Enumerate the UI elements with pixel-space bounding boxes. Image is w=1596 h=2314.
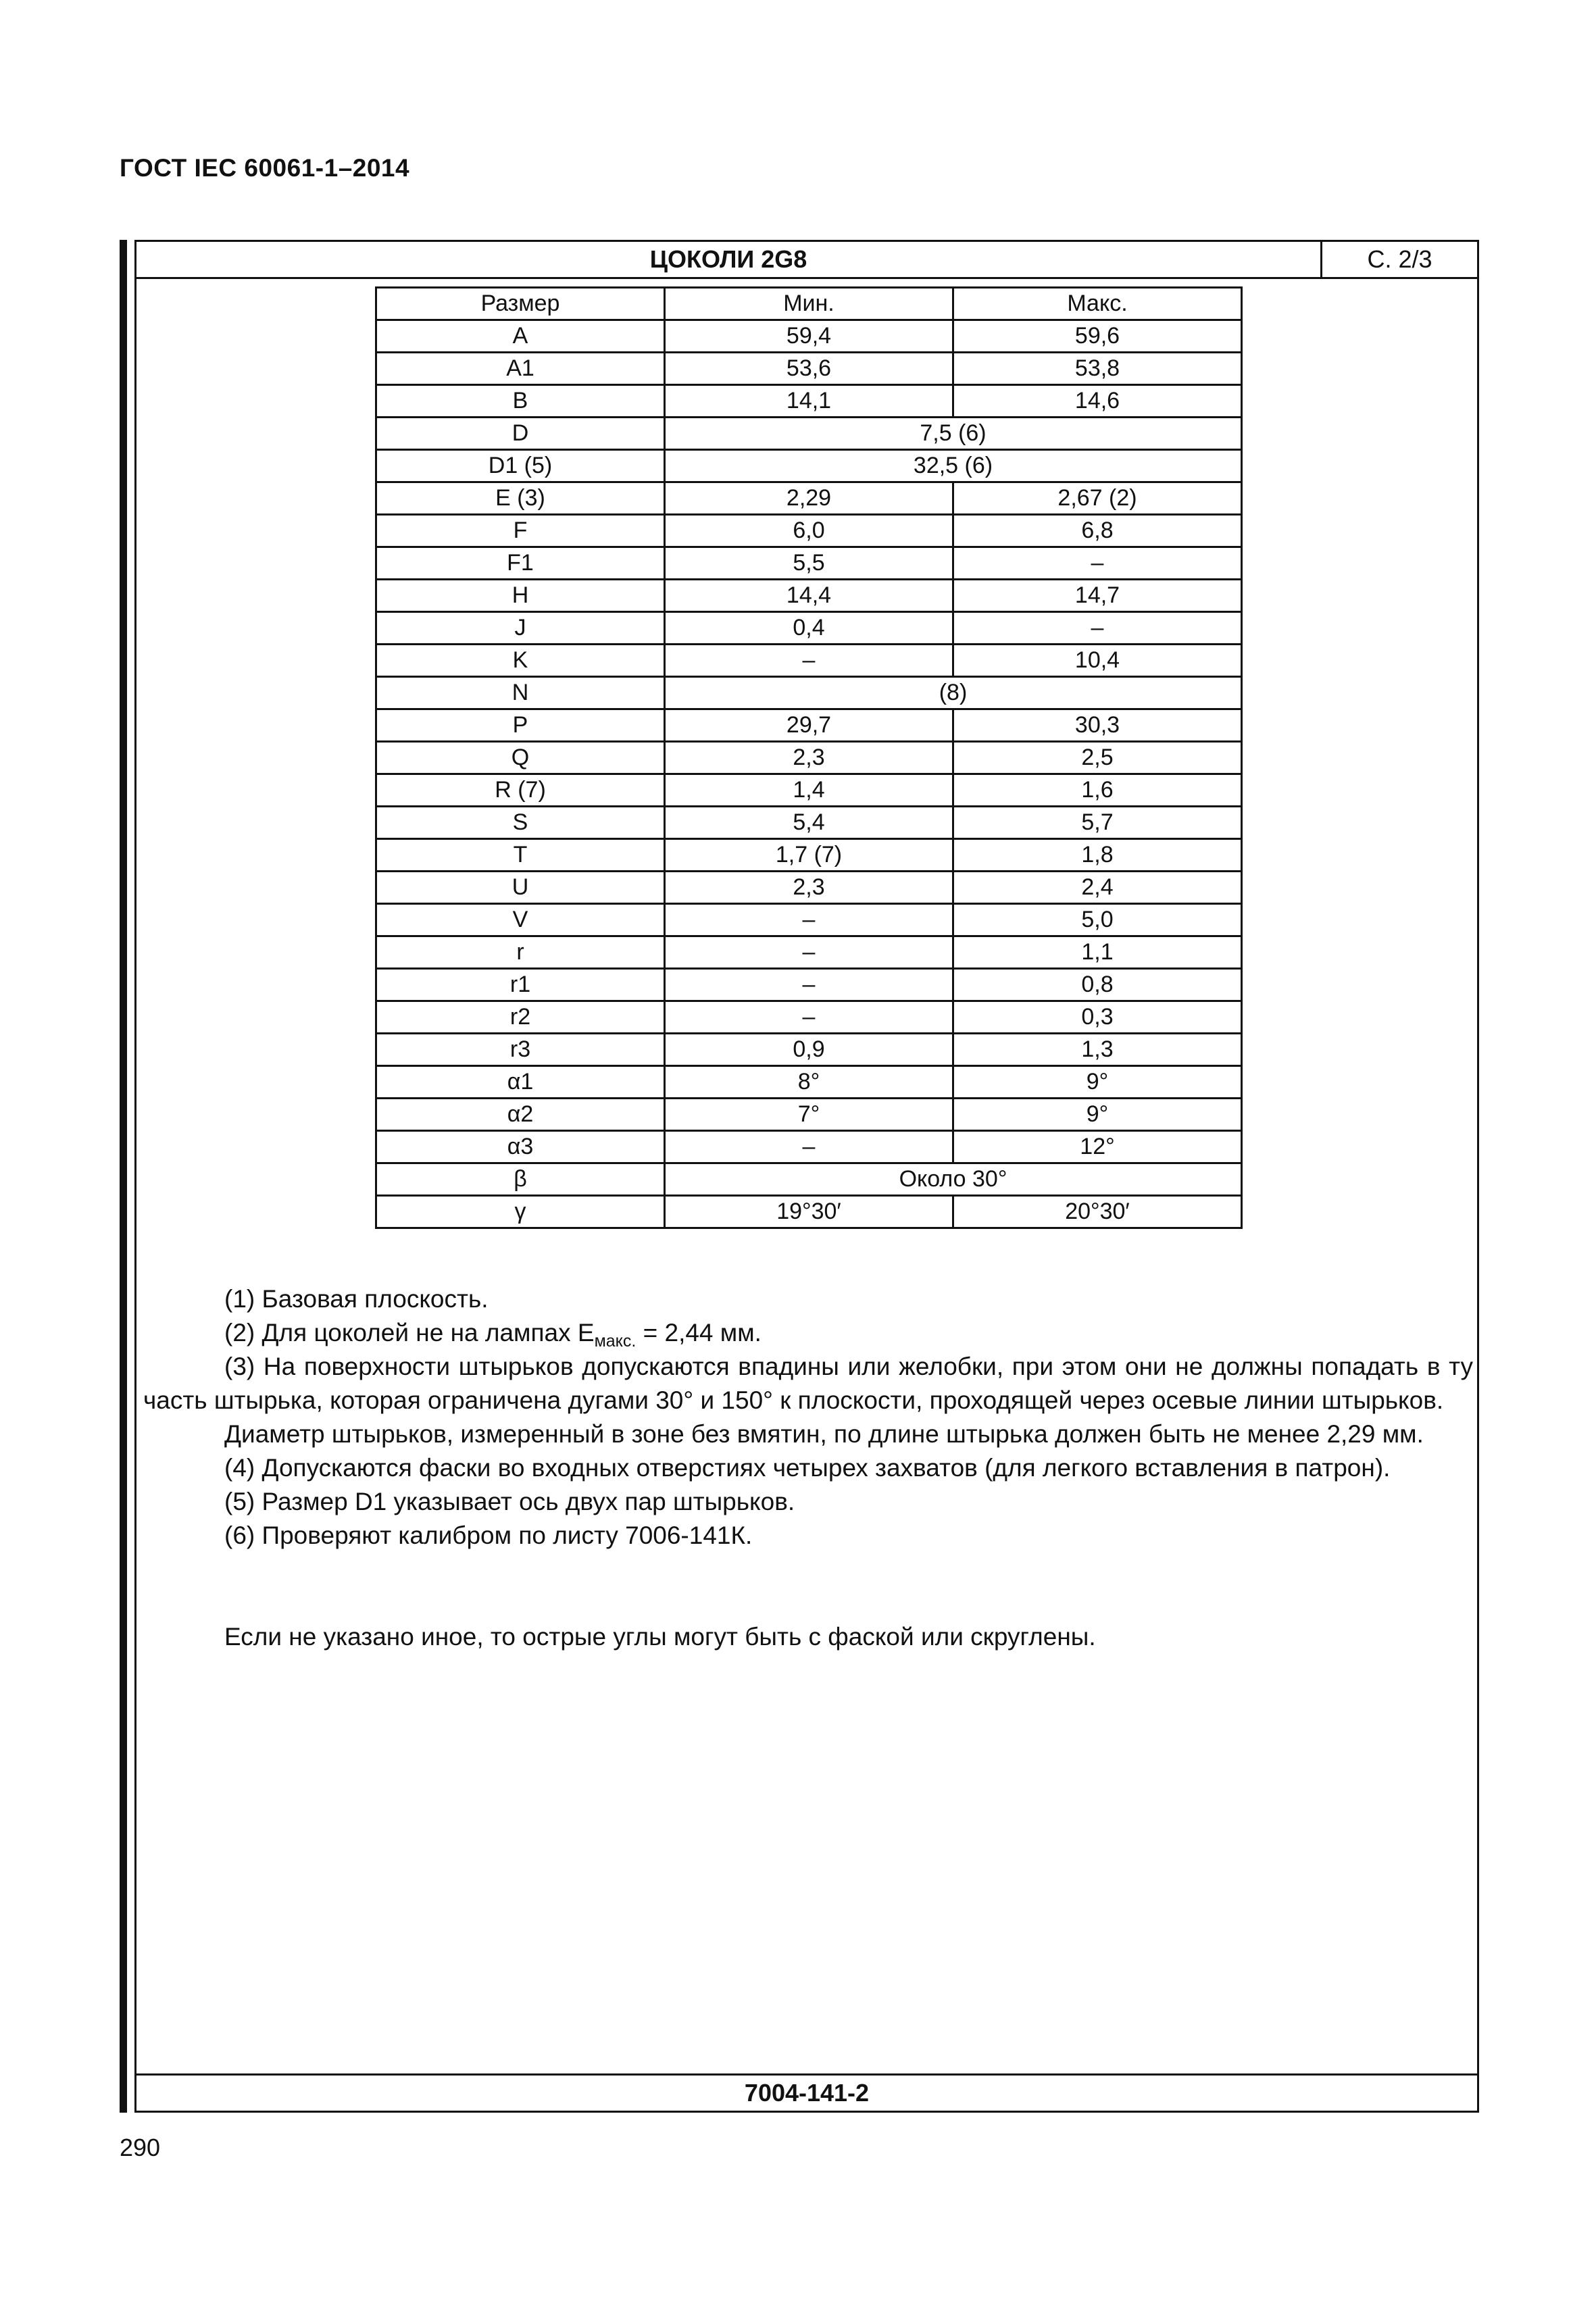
cell-min: 53,6 [665,353,953,385]
cell-max: 20°30′ [953,1196,1242,1228]
cell-size: Q [376,742,665,774]
note-5: (5) Размер D1 указывает ось двух пар штырьков. [224,1488,795,1515]
note-3-continued: Диаметр штырьков, измеренный в зоне без вмятин, по длине штырька должен быть не менее 2,29 мм. [224,1420,1424,1448]
sheet-title-row [136,242,1477,279]
table-row [376,547,1242,580]
table-row [376,645,1242,677]
cell-min: 8° [665,1066,953,1099]
cell-max: – [953,612,1242,645]
cell-size: r1 [376,969,665,1001]
cell-min: 6,0 [665,515,953,547]
cell-max: 2,5 [953,742,1242,774]
table-row [376,774,1242,807]
cell-size: r [376,936,665,969]
cell-min: – [665,969,953,1001]
table-row [376,936,1242,969]
cell-max: 1,1 [953,936,1242,969]
standard-designation: ГОСТ IEC 60061-1–2014 [120,154,410,182]
cell-max: 2,67 (2) [953,482,1242,515]
cell-size: P [376,709,665,742]
cell-size: S [376,807,665,839]
table-row [376,353,1242,385]
cell-size: V [376,904,665,936]
cell-min: 29,7 [665,709,953,742]
cell-max: 5,0 [953,904,1242,936]
cell-min: 2,3 [665,872,953,904]
table-row [376,482,1242,515]
cell-min: 19°30′ [665,1196,953,1228]
cell-min: 59,4 [665,320,953,353]
cell-max: 12° [953,1131,1242,1163]
cell-max: 0,3 [953,1001,1242,1034]
note-2-text: (2) Для цоколей не на лампах E [224,1319,595,1347]
cell-min: – [665,936,953,969]
cell-min: – [665,645,953,677]
note-3: (3) На поверхности штырьков допускаются впадины или желобки, при этом они не должны попадать в ту часть штырька, которая ограничена дугами 30° и 150° к плоскости, проходящей через осевые линии штырьков. [143,1353,1473,1414]
cell-size: T [376,839,665,872]
header-max: Макс. [953,288,1242,320]
cell-max: 1,3 [953,1034,1242,1066]
cell-size: B [376,385,665,418]
note-2-value: = 2,44 мм. [636,1319,762,1347]
table-row [376,677,1242,709]
table-row [376,450,1242,482]
note-1: (1) Базовая плоскость. [224,1285,489,1313]
cell-min: – [665,1001,953,1034]
cell-size: α1 [376,1066,665,1099]
cell-min: 5,5 [665,547,953,580]
cell-size: F1 [376,547,665,580]
cell-size: R (7) [376,774,665,807]
dimensions-table [375,286,1243,1229]
table-row [376,612,1242,645]
note-2 [143,1316,1473,1350]
cell-min: 1,7 (7) [665,839,953,872]
cell-size: A1 [376,353,665,385]
cell-min: 0,4 [665,612,953,645]
cell-value: 32,5 (6) [665,450,1242,482]
cell-max: 2,4 [953,872,1242,904]
cell-min: 2,29 [665,482,953,515]
table-row [376,872,1242,904]
cell-min: 7° [665,1099,953,1131]
table-row [376,709,1242,742]
table-row [376,418,1242,450]
cell-max: 10,4 [953,645,1242,677]
cell-min: 2,3 [665,742,953,774]
cell-max: 6,8 [953,515,1242,547]
sheet-code: 7004-141-2 [136,2073,1477,2111]
table-row [376,515,1242,547]
cell-max: – [953,547,1242,580]
cell-max: 9° [953,1099,1242,1131]
cell-value: (8) [665,677,1242,709]
cell-max: 5,7 [953,807,1242,839]
cell-size: E (3) [376,482,665,515]
cell-size: J [376,612,665,645]
table-row [376,1196,1242,1228]
cell-size: F [376,515,665,547]
cell-size: A [376,320,665,353]
table-row [376,1131,1242,1163]
sheet-frame [134,240,1479,2113]
cell-size: β [376,1163,665,1196]
cell-size: r3 [376,1034,665,1066]
cell-min: 5,4 [665,807,953,839]
table-row [376,385,1242,418]
table-row [376,1066,1242,1099]
cell-max: 53,8 [953,353,1242,385]
table-row [376,807,1242,839]
sheet-page-ref: С. 2/3 [1367,245,1432,273]
cell-min: 14,4 [665,580,953,612]
cell-size: γ [376,1196,665,1228]
table-row [376,969,1242,1001]
table-row [376,1034,1242,1066]
cell-size: D [376,418,665,450]
table-row [376,1099,1242,1131]
table-header-row [376,288,1242,320]
cell-size: α2 [376,1099,665,1131]
cell-max: 9° [953,1066,1242,1099]
note-2-subscript: макс. [594,1332,637,1351]
cell-max: 1,6 [953,774,1242,807]
cell-value: Около 30° [665,1163,1242,1196]
note-4: (4) Допускаются фаски во входных отверстиях четырех захватов (для легкого вставления в патрон). [224,1454,1391,1482]
cell-size: K [376,645,665,677]
cell-size: N [376,677,665,709]
cell-max: 14,7 [953,580,1242,612]
header-size: Размер [376,288,665,320]
cell-size: U [376,872,665,904]
dimensions-table-body [376,288,1242,1228]
table-row [376,1001,1242,1034]
cell-min: 1,4 [665,774,953,807]
cell-min: – [665,1131,953,1163]
page-number: 290 [120,2134,161,2161]
cell-size: H [376,580,665,612]
table-row [376,1163,1242,1196]
notes-section [143,1282,1473,1654]
general-note: Если не указано иное, то острые углы могут быть с фаской или скруглены. [224,1623,1096,1651]
cell-max: 14,6 [953,385,1242,418]
table-row [376,839,1242,872]
cell-size: D1 (5) [376,450,665,482]
cell-min: – [665,904,953,936]
table-row [376,742,1242,774]
cell-max: 59,6 [953,320,1242,353]
cell-value: 7,5 (6) [665,418,1242,450]
table-row [376,320,1242,353]
cell-max: 1,8 [953,839,1242,872]
cell-max: 0,8 [953,969,1242,1001]
table-row [376,580,1242,612]
revision-bar [120,240,127,2113]
cell-min: 14,1 [665,385,953,418]
header-min: Мин. [665,288,953,320]
note-6: (6) Проверяют калибром по листу 7006-141К. [224,1521,753,1549]
cell-max: 30,3 [953,709,1242,742]
sheet-title: ЦОКОЛИ 2G8 [649,245,807,273]
table-row [376,904,1242,936]
cell-size: α3 [376,1131,665,1163]
cell-min: 0,9 [665,1034,953,1066]
cell-size: r2 [376,1001,665,1034]
